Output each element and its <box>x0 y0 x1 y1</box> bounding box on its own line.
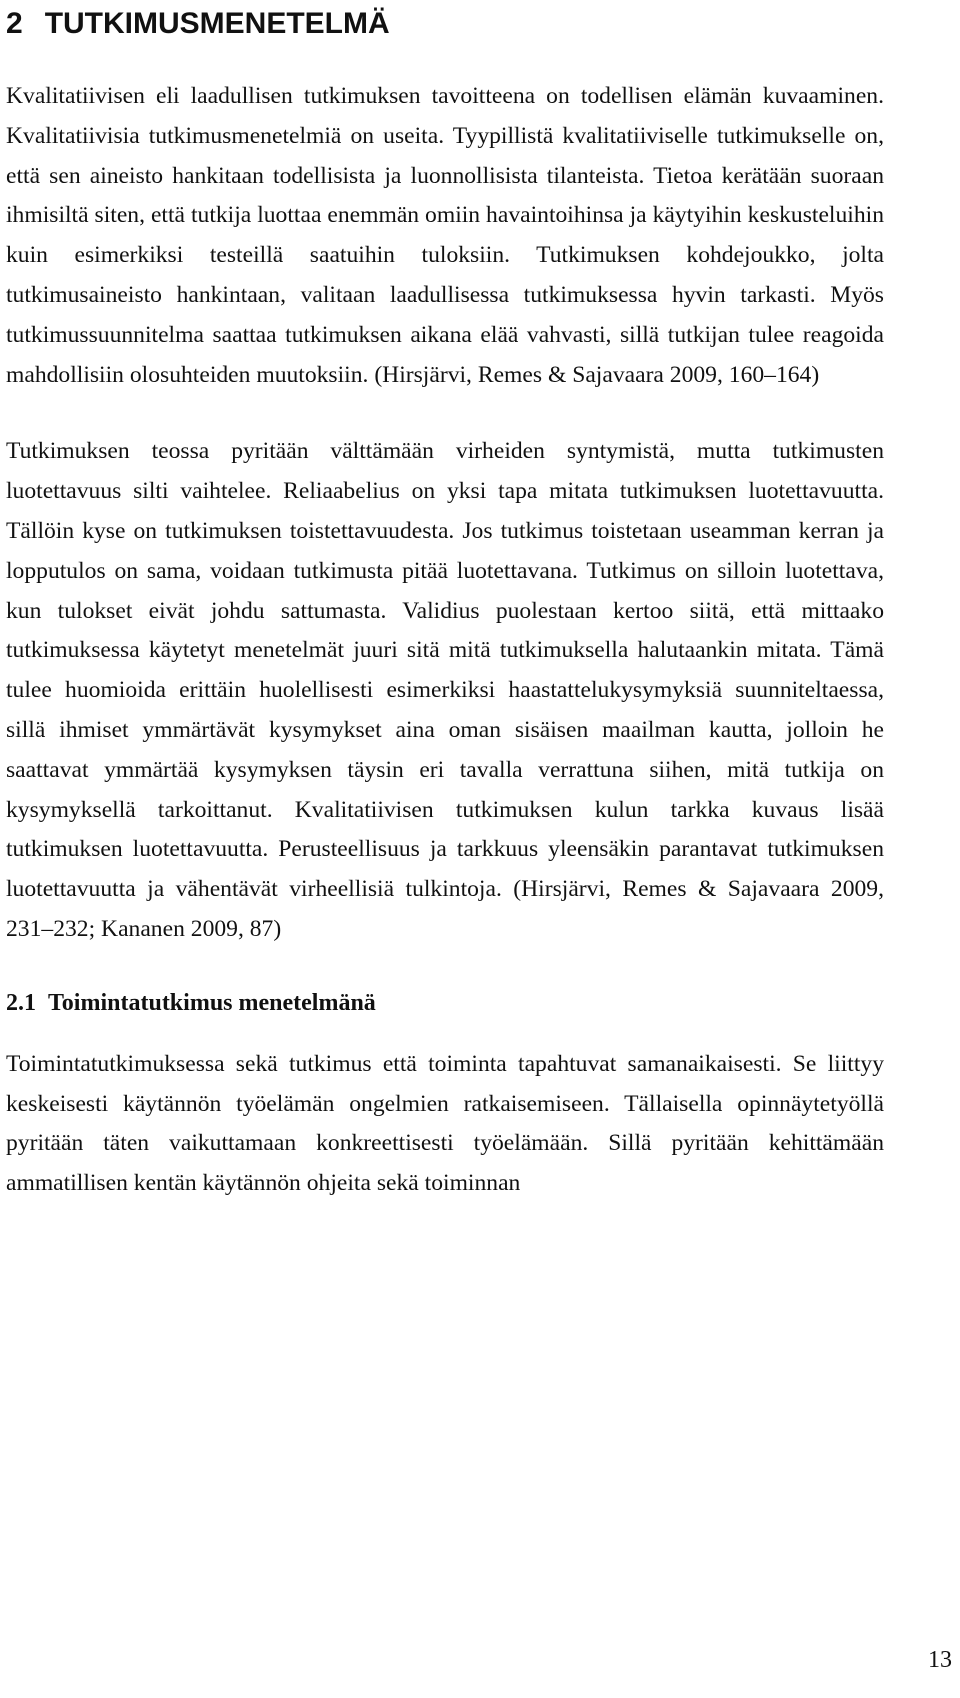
section-heading <box>6 985 884 1021</box>
section-number: 2.1 <box>6 989 36 1016</box>
chapter-heading <box>6 0 884 48</box>
paragraph-action-research: Toimintatutkimuksessa sekä tutkimus että toiminta tapahtuvat samanaikaisesti. Se liittyy keskeisesti käytännön työelämän ongelmien ratkaisemiseen. Tällaisella opinnäytetyöllä pyritään täten vaikuttamaan konkreettisesti työelämään. Sillä pyritään kehittämään ammatillisen kentän käytännön ohjeita sekä toiminnan <box>6 1050 884 1197</box>
paragraph-reliability-validity: Tutkimuksen teossa pyritään välttämään virheiden syntymistä, mutta tutkimusten luotettavuus silti vaihtelee. Reliaabelius on yksi tapa mitata tutkimuksen luotettavuutta. Tällöin kyse on tutkimuksen toistettavuudesta. Jos tutkimus toistetaan useamman kerran ja lopputulos on sama, voidaan tutkimusta pitää luotettavana. Tutkimus on silloin luotettava, kun tulokset eivät johdu sattumasta. Validius puolestaan kertoo siitä, että mittaako tutkimuksessa käytetyt menetelmät juuri sitä mitä tutkimuksella halutaankin mitata. Tämä tulee huomioida erittäin huolellisesti esimerkiksi haastattelukysymyksiä suunniteltaessa, sillä ihmiset ymmärtävät kysymykset aina oman sisäisen maailman kautta, jolloin he saattavat ymmärtää kysymyksen täysin eri tavalla verrattuna siihen, mitä tutkija on kysymyksellä tarkoittanut. Kvalitatiivisen tutkimuksen kulun tarkka kuvaus lisää tutkimuksen luotettavuutta. Perusteellisuus ja tarkkuus yleensäkin parantavat tutkimuksen luotettavuutta ja vähentävät virheellisiä tulkintoja. (Hirsjärvi, Remes & Sajavaara 2009, 231–232; Kananen 2009, 87) <box>6 438 884 942</box>
document-page <box>6 0 884 1204</box>
chapter-title: TUTKIMUSMENETELMÄ <box>44 7 390 40</box>
chapter-number: 2 <box>6 7 23 40</box>
page-number: 13 <box>928 1647 952 1673</box>
section-title: Toimintatutkimus menetelmänä <box>48 989 376 1016</box>
paragraph-qualitative-research: Kvalitatiivisen eli laadullisen tutkimuksen tavoitteena on todellisen elämän kuvaaminen. Kvalitatiivisia tutkimusmenetelmiä on useita. Tyypillistä kvalitatiiviselle tutkimukselle on, että sen aineisto hankitaan todellisista ja luonnollisista tilanteista. Tietoa kerätään suoraan ihmisiltä siten, että tutkija luottaa enemmän omiin havaintoihinsa ja käytyihin keskusteluihin kuin esimerkiksi testeillä saatuihin tuloksiin. Tutkimuksen kohdejoukko, jolta tutkimusaineisto hankintaan, valitaan laadullisessa tutkimuksessa hyvin tarkasti. Myös tutkimussuunnitelma saattaa tutkimuksen aikana elää vahvasti, sillä tutkijan tulee reagoida mahdollisiin olosuhteiden muutoksiin. (Hirsjärvi, Remes & Sajavaara 2009, 160–164) <box>6 83 884 388</box>
